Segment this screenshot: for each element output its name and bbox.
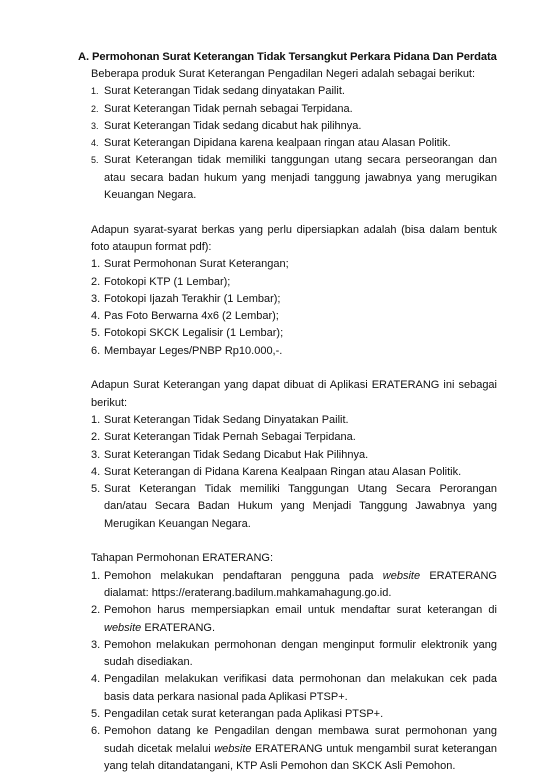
item-number: 4. [91, 310, 101, 323]
item-number: 1. [91, 86, 99, 97]
item-text: Membayar Leges/PNBP Rp10.000,-. [104, 344, 283, 357]
item-text: Pemohon melakukan permohonan dengan menginput formulir elektronik yang sudah disediakan. [104, 638, 497, 669]
item-emphasis: website [214, 742, 252, 755]
paragraph-gap [91, 533, 497, 550]
item-number: 4. [91, 673, 101, 686]
item-text: Surat Keterangan Tidak Pernah Sebagai Terpidana. [104, 431, 356, 444]
item-number: 1. [91, 413, 101, 426]
item-text: Pas Foto Berwarna 4x6 (2 Lembar); [104, 310, 279, 323]
paragraph-gap [91, 204, 497, 221]
list-item [91, 325, 497, 342]
list-item [91, 602, 497, 637]
intro-requirements: Adapun syarat-syarat berkas yang perlu dipersiapkan adalah (bisa dalam bentuk foto ataupun format pdf): [91, 223, 497, 253]
intro-products: Beberapa produk Surat Keterangan Pengadilan Negeri adalah sebagai berikut: [91, 68, 476, 80]
list-item [91, 568, 497, 603]
item-text: Fotokopi KTP (1 Lembar); [104, 275, 231, 288]
list-item [91, 135, 497, 152]
product-list [91, 83, 497, 204]
item-number: 5. [91, 327, 101, 340]
list-item [91, 723, 497, 775]
requirements-list [91, 256, 497, 360]
list-item [91, 412, 497, 429]
item-emphasis: website [104, 621, 142, 634]
steps-list [91, 568, 497, 776]
list-item [91, 343, 497, 360]
intro-steps: Tahapan Permohonan ERATERANG: [91, 552, 273, 565]
item-number: 2. [91, 275, 101, 288]
item-text: Surat Keterangan di Pidana Karena Kealpaan Ringan atau Alasan Politik. [104, 465, 462, 478]
item-number: 2. [91, 103, 99, 114]
item-text: Fotokopi SKCK Legalisir (1 Lembar); [104, 327, 284, 340]
list-item [91, 256, 497, 273]
list-item [91, 671, 497, 706]
list-item [91, 481, 497, 533]
item-text: Surat Permohonan Surat Keterangan; [104, 258, 289, 271]
item-text: Pengadilan melakukan verifikasi data permohonan dan melakukan cek pada basis data perkara nasional pada Aplikasi PTSP+. [104, 673, 497, 703]
list-item [91, 464, 497, 481]
eraterang-letters-list [91, 412, 497, 533]
item-number: 5. [91, 707, 101, 720]
item-number: 1. [91, 569, 101, 582]
item-text: Surat Keterangan tidak memiliki tanggungan utang secara perseorangan dan atau secara badan hukum yang menjadi tanggung jawabnya yang merugikan Keuangan Negara. [104, 154, 497, 202]
list-item [91, 152, 497, 204]
list-item [91, 447, 497, 464]
paragraph-gap [91, 360, 497, 377]
item-number: 4. [91, 465, 101, 478]
item-text: Surat Keterangan Tidak pernah sebagai Terpidana. [104, 102, 353, 115]
item-number: 3. [91, 292, 101, 305]
item-text-continued: ERATERANG. [141, 621, 216, 634]
list-item [91, 274, 497, 291]
item-text: Pemohon datang ke Pengadilan dengan membawa surat permohonan yang sudah dicetak melalui [104, 725, 497, 755]
item-number: 5. [91, 483, 101, 496]
item-text: Surat Keterangan Tidak sedang dinyatakan Pailit. [104, 85, 345, 98]
item-text: Surat Keterangan Tidak Sedang Dinyatakan Pailit. [104, 413, 349, 426]
section-heading: A. Permohonan Surat Keterangan Tidak Tersangkut Perkara Pidana Dan Perdata [78, 51, 497, 63]
list-item [91, 706, 497, 723]
item-number: 2. [91, 431, 101, 444]
item-text: Fotokopi Ijazah Terakhir (1 Lembar); [104, 292, 281, 305]
item-text-continued: ERATERANG untuk mengambil surat keterangan yang telah ditandatangani, KTP Asli Pemohon dan SKCK Asli Pemohon. [104, 742, 497, 772]
item-text: Pengadilan cetak surat keterangan pada Aplikasi PTSP+. [104, 707, 384, 720]
item-text: Surat Keterangan Tidak memiliki Tanggungan Utang Secara Perorangan dan/atau Secara Badan Hukum yang Menjadi Tanggung Jawabnya yang Merugikan Keuangan Negara. [104, 483, 497, 530]
list-item [91, 637, 497, 672]
item-text: Surat Keterangan Tidak sedang dicabut hak pilihnya. [104, 119, 362, 132]
item-text: Surat Keterangan Tidak Sedang Dicabut Hak Pilihnya. [104, 448, 369, 461]
intro-eraterang-letters: Adapun Surat Keterangan yang dapat dibuat di Aplikasi ERATERANG ini sebagai berikut: [91, 379, 497, 409]
item-number: 4. [91, 138, 99, 149]
item-emphasis: website [382, 569, 421, 582]
item-number: 2. [91, 604, 101, 617]
list-item [91, 83, 497, 100]
item-number: 3. [91, 448, 101, 461]
document-body [91, 66, 497, 775]
list-item [91, 291, 497, 308]
item-number: 3. [91, 120, 99, 131]
list-item [91, 429, 497, 446]
item-number: 5. [91, 155, 99, 166]
item-number: 6. [91, 344, 101, 357]
item-text-continued: ERATERANG dialamat: https://eraterang.badilum.mahkamahagung.go.id. [104, 569, 497, 599]
item-text: Surat Keterangan Dipidana karena kealpaan ringan atau Alasan Politik. [104, 137, 451, 150]
item-text: Pemohon melakukan pendaftaran pengguna pada [104, 569, 383, 582]
item-text: Pemohon harus mempersiapkan email untuk mendaftar surat keterangan di [104, 604, 497, 617]
list-item [91, 118, 497, 135]
list-item [91, 101, 497, 118]
item-number: 1. [91, 258, 101, 271]
list-item [91, 308, 497, 325]
item-number: 6. [91, 725, 101, 738]
item-number: 3. [91, 638, 101, 651]
